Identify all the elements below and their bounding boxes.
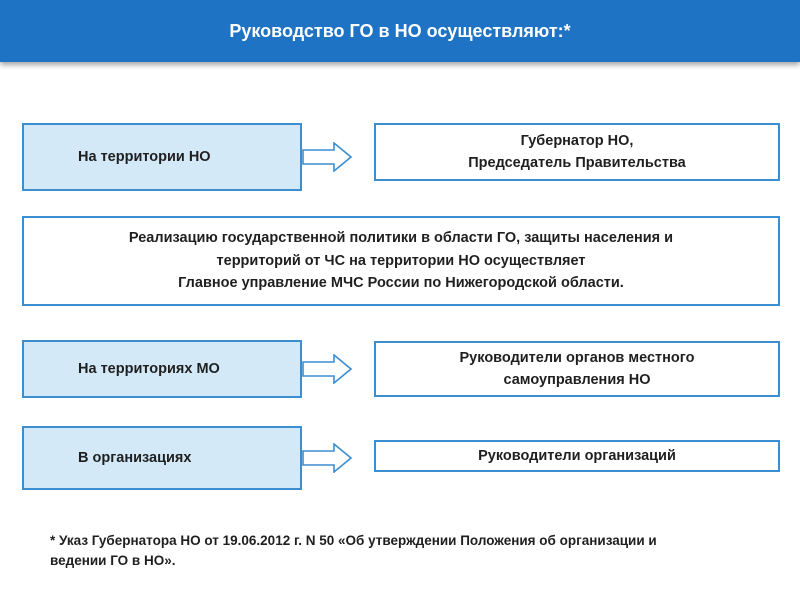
row-1-authority-line-1: Губернатор НО, <box>520 132 634 149</box>
row-2-authority-line-1: Руководители органов местного <box>459 349 695 366</box>
implementation-line-2: территорий от ЧС на территории НО осуществляет <box>216 252 586 269</box>
row-3-authority-box <box>374 440 780 472</box>
row-2-scope-box <box>22 340 302 398</box>
row-2-authority-box <box>374 341 780 397</box>
row-1-scope-box <box>22 123 302 191</box>
row-3-scope-label: В организациях <box>78 449 192 466</box>
row-1-arrow-icon <box>302 142 352 172</box>
implementation-box <box>22 216 780 306</box>
footnote-line-2: ведении ГО в НО». <box>50 553 176 569</box>
footnote <box>50 531 770 572</box>
row-1-authority-box <box>374 123 780 181</box>
row-3-authority-line-1: Руководители организаций <box>478 447 676 464</box>
slide-title <box>0 0 800 62</box>
implementation-line-3: Главное управление МЧС России по Нижегородской области. <box>178 275 624 292</box>
row-3-scope-box <box>22 426 302 490</box>
row-2-authority-line-2: самоуправления НО <box>503 372 651 388</box>
row-3-arrow-icon <box>302 443 352 473</box>
slide-title-text: Руководство ГО в НО осуществляют:* <box>229 20 571 41</box>
row-1-authority-line-2: Председатель Правительства <box>468 155 686 171</box>
footnote-line-1: * Указ Губернатора НО от 19.06.2012 г. N 50 «Об утверждении Положения об организации и <box>50 533 657 548</box>
row-1-scope-label: На территории НО <box>78 148 211 165</box>
row-2-scope-label: На территориях МО <box>78 360 220 377</box>
implementation-line-1: Реализацию государственной политики в области ГО, защиты населения и <box>128 230 674 247</box>
row-2-arrow-icon <box>302 354 352 384</box>
